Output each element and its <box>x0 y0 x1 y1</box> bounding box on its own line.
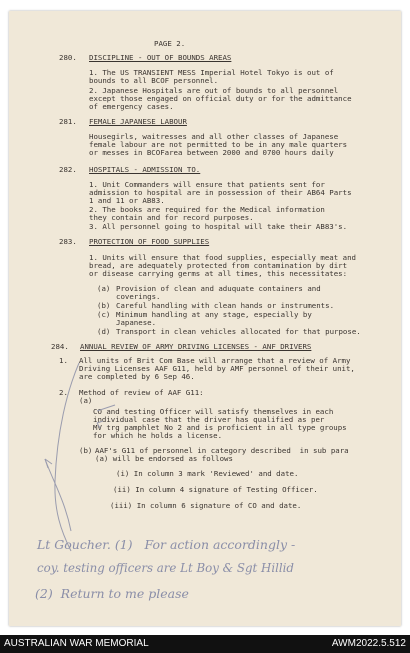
section-heading-283: PROTECTION OF FOOD SUPPLIES <box>89 237 210 246</box>
s284-b-label: (b) <box>79 446 93 455</box>
archive-reference: AWM2022.5.512 <box>331 638 406 649</box>
s281-line1: Housegirls, waitresses and all other classes of Japanese <box>89 132 339 141</box>
s284-a-line1: CO and testing Officer will satisfy themselves in each <box>93 407 334 416</box>
s284-a-label: (a) <box>79 396 93 405</box>
s280-p2-line3: of emergency cases. <box>89 102 174 111</box>
s284-b-line2: (a) will be endorsed as follows <box>95 454 233 463</box>
s283-item-d-line1: Transport in clean vehicles allocated for that purpose. <box>116 327 361 336</box>
s280-p2-line1: 2. Japanese Hospitals are out of bounds to all personnel <box>89 86 339 95</box>
handwritten-note-line3: (2) Return to me please <box>35 586 189 601</box>
s284-p2-number: 2. <box>59 388 68 397</box>
archive-name: AUSTRALIAN WAR MEMORIAL <box>4 638 149 649</box>
s281-line2: female labour are not permitted to be in any male quarters <box>89 140 348 149</box>
section-heading-282: HOSPITALS - ADMISSION TO. <box>89 165 201 174</box>
margin-tick-a <box>97 405 115 411</box>
s282-line6: 3. All personnel going to hospital will take their AB83's. <box>89 222 348 231</box>
s282-line2: admission to hospital are in possession of their AB64 Parts <box>89 188 352 197</box>
s282-line5: they contain and for record purposes. <box>89 213 254 222</box>
section-number-283: 283. <box>59 237 77 246</box>
s284-p2-heading: Method of review of AAF G11: <box>79 388 204 397</box>
s284-p1-line3: are completed by 6 Sep 46. <box>79 372 195 381</box>
s284-b-line1: AAF's G11 of personnel in category described in sub para <box>95 446 349 455</box>
s284-sub-ii: (ii) In column 4 signature of Testing Officer. <box>113 485 318 494</box>
s282-line3: 1 and 11 or AB83. <box>89 196 165 205</box>
s284-p1-number: 1. <box>59 356 68 365</box>
s283-item-d-label: (d) <box>97 327 111 336</box>
s282-line1: 1. Unit Commanders will ensure that patients sent for <box>89 180 325 189</box>
s283-item-b-line1: Careful handling with clean hands or instruments. <box>116 301 335 310</box>
archive-footer-bar <box>0 635 410 653</box>
section-number-281: 281. <box>59 117 77 126</box>
s280-p2-line2: except those engaged on official duty or for the admittance <box>89 94 352 103</box>
section-number-282: 282. <box>59 165 77 174</box>
s281-line3: or messes in BCOFarea between 2000 and 0700 hours daily <box>89 148 334 157</box>
s283-item-c-label: (c) <box>97 310 111 319</box>
handwritten-note-line2: coy. testing officers are Lt Boy & Sgt Hillid <box>37 561 294 575</box>
s283-intro-line3: or disease carrying germs at all times, this necessitates: <box>89 269 348 278</box>
s284-sub-i: (i) In column 3 mark 'Reviewed' and date. <box>116 469 299 478</box>
s283-intro-line1: 1. Units will ensure that food supplies, especially meat and <box>89 253 356 262</box>
margin-arrow-curve <box>45 459 71 531</box>
s283-item-b-label: (b) <box>97 301 111 310</box>
s283-item-c-line2: Japanese. <box>116 318 157 327</box>
section-number-284: 284. <box>51 342 69 351</box>
section-number-280: 280. <box>59 53 77 62</box>
s283-item-a-line1: Provision of clean and aduquate containers and <box>116 284 321 293</box>
s284-sub-iii: (iii) In column 6 signature of CO and date. <box>110 501 302 510</box>
handwritten-note-line1: Lt Goucher. (1) For action accordingly - <box>37 537 296 552</box>
s282-line4: 2. The books are required for the Medical information <box>89 205 325 214</box>
s284-a-line4: for which he holds a license. <box>93 431 223 440</box>
s284-p1-line2: Driving Licenses AAF G11, held by AMF personnel of their unit, <box>79 364 355 373</box>
s284-a-line2: individual case that the driver has qualified as per <box>93 415 325 424</box>
s280-p1-line2: bounds to all BCOF personnel. <box>89 76 219 85</box>
section-heading-280: DISCIPLINE - OUT OF BOUNDS AREAS <box>89 53 232 62</box>
margin-arrow-head-a <box>97 421 103 428</box>
s284-a-line3: MV trg pamphlet No 2 and is proficient in all type groups <box>93 423 347 432</box>
document-page <box>9 11 401 626</box>
s280-p1-line1: 1. The US TRANSIENT MESS Imperial Hotel Tokyo is out of <box>89 68 334 77</box>
s283-item-a-label: (a) <box>97 284 111 293</box>
s283-item-c-line1: Minimum handling at any stage, especially by <box>116 310 312 319</box>
s283-intro-line2: bread, are adequately protected from contamination by dirt <box>89 261 348 270</box>
s283-item-a-line2: coverings. <box>116 292 161 301</box>
s284-p1-line1: All units of Brit Com Base will arrange that a review of Army <box>79 356 351 365</box>
margin-bracket-line <box>55 363 79 551</box>
section-heading-284: ANNUAL REVIEW OF ARMY DRIVING LICENSES - ANF DRIVERS <box>80 342 312 351</box>
section-heading-281: FEMALE JAPANESE LABOUR <box>89 117 187 126</box>
pencil-annotation-marks <box>9 11 401 626</box>
page-title: PAGE 2. <box>154 39 186 48</box>
